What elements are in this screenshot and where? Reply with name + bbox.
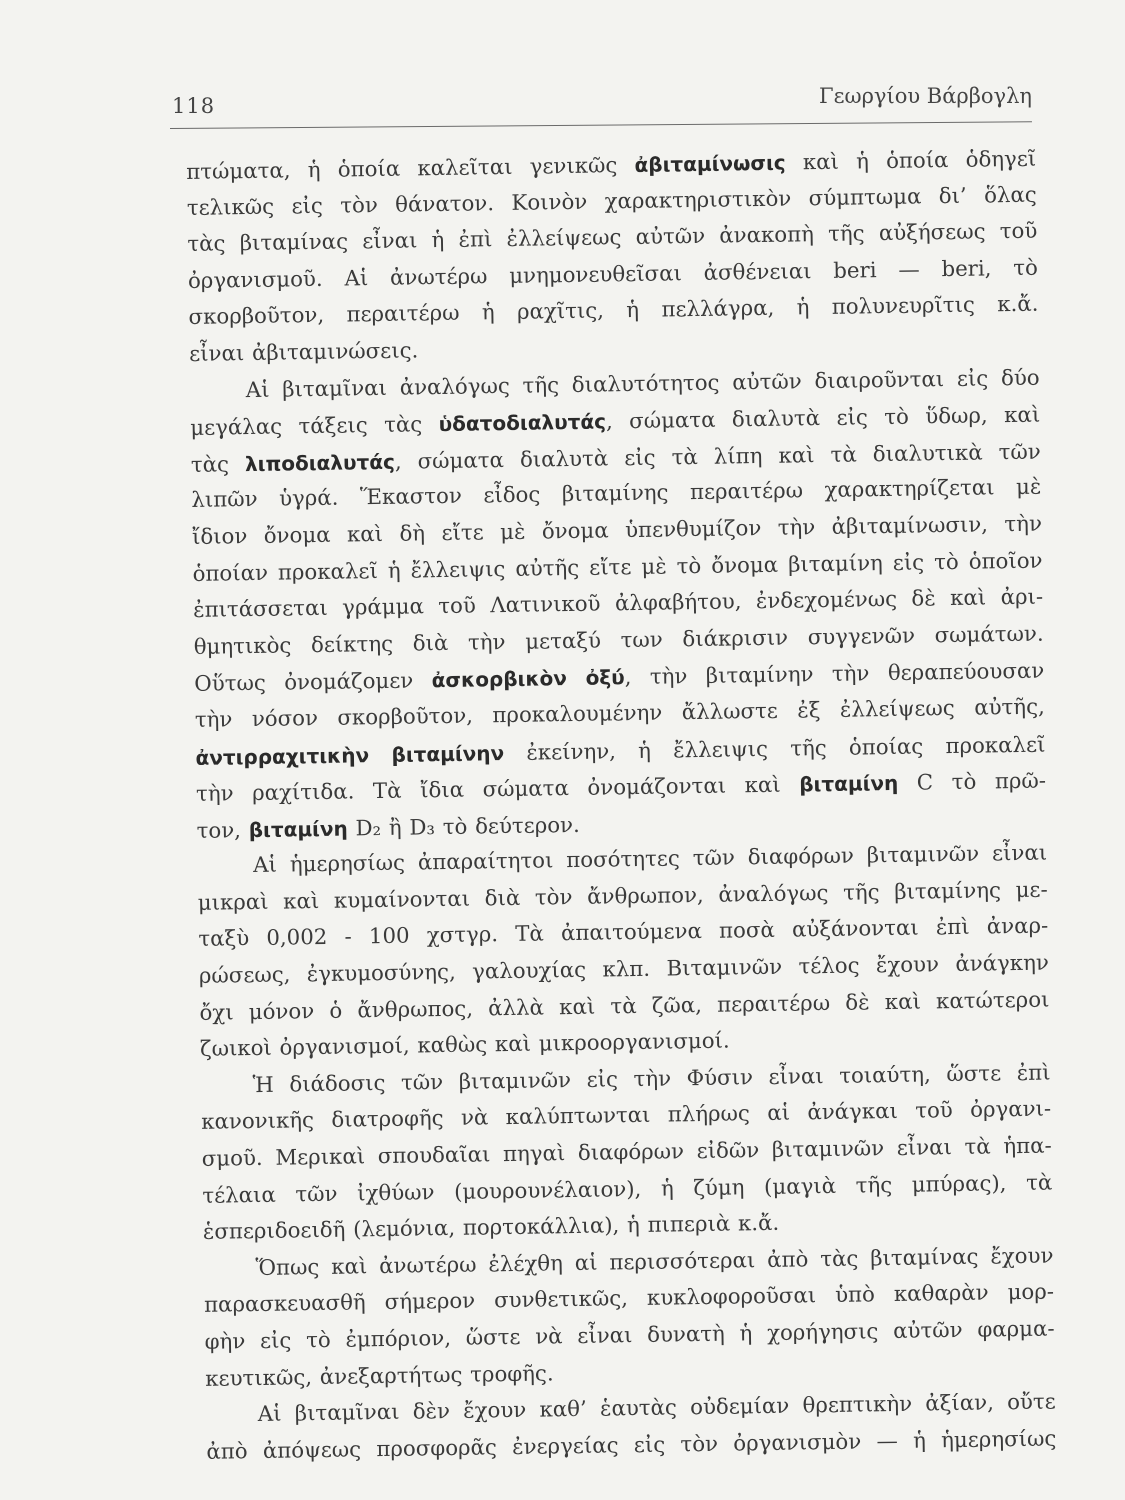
page-number: 118: [172, 94, 216, 118]
text-line: Αἱ βιταμῖναι δὲν ἔχουν καθ’ ἑαυτὰς οὐδεμίαν θρεπτικὴν ἀξίαν, οὔτε: [257, 1389, 1056, 1428]
term-water-soluble: ὑδατοδιαλυτάς: [438, 409, 607, 437]
term-vitamin-c: βιταμίνη: [799, 770, 899, 797]
text-line: εἶναι ἀβιταμινώσεις.: [188, 338, 419, 367]
text-line: παρασκευασθῆ σήμερον συνθετικῶς, κυκλοφοροῦσαι ὑπὸ καθαρὰν μορ-: [203, 1279, 1055, 1319]
term-antirachitic-vitamin: ἀντιρραχιτικὴν βιταμίνην: [195, 740, 505, 770]
text-line: ἐπιτάσσεται γράμμα τοῦ Λατινικοῦ ἀλφαβήτου, ἐνδεχομένως δὲ καὶ ἀρι-: [192, 584, 1044, 624]
text-line: μεγάλας τάξεις τὰς ὑδατοδιαλυτάς, σώματα διαλυτὰ εἰς τὸ ὕδωρ, καὶ: [190, 402, 1041, 442]
text-line: ἴδιον ὄνομα καὶ δὴ εἴτε μὲ ὄνομα ὑπενθυμίζον τὴν ἀβιταμίνωσιν, τὴν: [191, 511, 1043, 550]
text-line: τέλαια τῶν ἰχθύων (μουρουνέλαιον), ἡ ζύμη (μαγιὰ τῆς μπύρας), τὰ: [202, 1170, 1053, 1209]
term-avitaminosis: ἀβιταμίνωσις: [634, 150, 786, 177]
text-line: ἀντιρραχιτικὴν βιταμίνην ἐκείνην, ἡ ἔλλειψις τῆς ὁποίας προκαλεῖ: [195, 732, 1046, 770]
term-vitamin-d: βιταμίνη: [248, 816, 348, 842]
text-line: πτώματα, ἡ ὁποία καλεῖται γενικῶς ἀβιταμίνωσις καὶ ἡ ὁποία ὁδηγεῖ: [186, 146, 1037, 185]
text-line: τὰς βιταμίνας εἶναι ἡ ἐπὶ ἐλλείψεως αὐτῶν ἀνακοπὴ τῆς αὐξήσεως τοῦ: [187, 218, 1038, 258]
text-line: σκορβοῦτον, περαιτέρω ἡ ραχῖτις, ἡ πελλάγρα, ἡ πολυνευρῖτις κ.ἄ.: [188, 292, 1039, 331]
text-line: Ἡ διάδοσις τῶν βιταμινῶν εἰς τὴν Φύσιν εἶναι τοιαύτη, ὥστε ἐπὶ: [252, 1060, 1051, 1098]
text-line: μικραὶ καὶ κυμαίνονται διὰ τὸν ἄνθρωπον, ἀναλόγως τῆς βιταμίνης με-: [197, 877, 1048, 916]
text-line: ὄχι μόνον ὁ ἄνθρωπος, ἀλλὰ καὶ τὰ ζῶα, περαιτέρω δὲ καὶ κατώτεροι: [199, 987, 1050, 1026]
text-line: λιπῶν ὑγρά. Ἕκαστον εἶδος βιταμίνης περαιτέρω χαρακτηρίζεται μὲ: [191, 474, 1042, 514]
text-line: τον, βιταμίνη D₂ ἢ D₃ τὸ δεύτερον.: [196, 812, 580, 844]
text-line: ἀπὸ ἀπόψεως προσφορᾶς ἐνεργείας εἰς τὸν ὀργανισμὸν — ἡ ἡμερησίως: [206, 1426, 1057, 1465]
text-line: Αἱ ἡμερησίως ἀπαραίτητοι ποσότητες τῶν διαφόρων βιταμινῶν εἶναι: [252, 840, 1048, 879]
text-line: τὰς λιποδιαλυτάς, σώματα διαλυτὰ εἰς τὰ λίπη καὶ τὰ διαλυτικὰ τῶν: [190, 439, 1041, 478]
text-line: θμητικὸς δείκτης διὰ τὴν μεταξύ των διάκρισιν συγγενῶν σωμάτων.: [193, 621, 1044, 660]
text-line: τὴν νόσον σκορβοῦτον, προκαλουμένην ἄλλωστε ἐξ ἐλλείψεως αὐτῆς,: [194, 694, 1045, 733]
text-line: τελικῶς εἰς τὸν θάνατον. Κοινὸν χαρακτηριστικὸν σύμπτωμα δι’ ὅλας: [186, 182, 1037, 221]
text-line: ρώσεως, ἐγκυμοσύνης, γαλουχίας κλπ. Βιταμινῶν τέλος ἔχουν ἀνάγκην: [198, 950, 1050, 989]
term-fat-soluble: λιποδιαλυτάς: [244, 449, 396, 476]
text-line: ὁποίαν προκαλεῖ ἡ ἔλλειψις αὐτῆς εἴτε μὲ τὸ ὄνομα βιταμίνη εἰς τὸ ὁποῖον: [192, 548, 1043, 587]
text-line: ὀργανισμοῦ. Αἱ ἀνωτέρω μνημονευθεῖσαι ἀσθένειαι beri — beri, τὸ: [187, 255, 1039, 294]
term-ascorbic-acid: ἀσκορβικὸν ὀξύ: [431, 665, 625, 693]
body-text: [186, 141, 1057, 1472]
text-line: Αἱ βιταμῖναι ἀναλόγως τῆς διαλυτότητος αὐτῶν διαιροῦνται εἰς δύο: [245, 365, 1040, 403]
text-line: Οὕτως ὀνομάζομεν ἀσκορβικὸν ὀξύ, τὴν βιταμίνην τὴν θεραπεύουσαν: [194, 658, 1045, 698]
text-line: σμοῦ. Μερικαὶ σπουδαῖαι πηγαὶ διαφόρων εἰδῶν βιταμινῶν εἶναι τὰ ἡπα-: [201, 1133, 1052, 1172]
text-line: ταξὺ 0,002 - 100 χστγρ. Τὰ ἀπαιτούμενα ποσὰ αὐξάνονται ἐπὶ ἀναρ-: [198, 914, 1049, 953]
text-line: Ὅπως καὶ ἀνωτέρω ἐλέχθη αἱ περισσότεραι ἀπὸ τὰς βιταμίνας ἔχουν: [255, 1243, 1054, 1281]
text-line: κανονικῆς διατροφῆς νὰ καλύπτωνται πλήρως αἱ ἀνάγκαι τοῦ ὀργανι-: [201, 1096, 1052, 1136]
page-header: [172, 82, 1032, 126]
text-line: φὴν εἰς τὸ ἐμπόριον, ὥστε νὰ εἶναι δυνατὴ ἡ χορήγησις αὐτῶν φαρμα-: [204, 1316, 1055, 1355]
text-line: τὴν ραχίτιδα. Τὰ ἴδια σώματα ὀνομάζονται καὶ βιταμίνη C τὸ πρῶ-: [195, 768, 1047, 808]
text-line: ἑσπεριδοειδῆ (λεμόνια, πορτοκάλλια), ἡ πιπεριὰ κ.ἄ.: [202, 1211, 780, 1246]
text-line: κευτικῶς, ἀνεξαρτήτως τροφῆς.: [205, 1360, 554, 1392]
text-line: ζωικοὶ ὀργανισμοί, καθὼς καὶ μικροοργανισμοί.: [199, 1028, 730, 1063]
running-head: Γεωργίου Βάρβογλη: [819, 84, 1032, 108]
